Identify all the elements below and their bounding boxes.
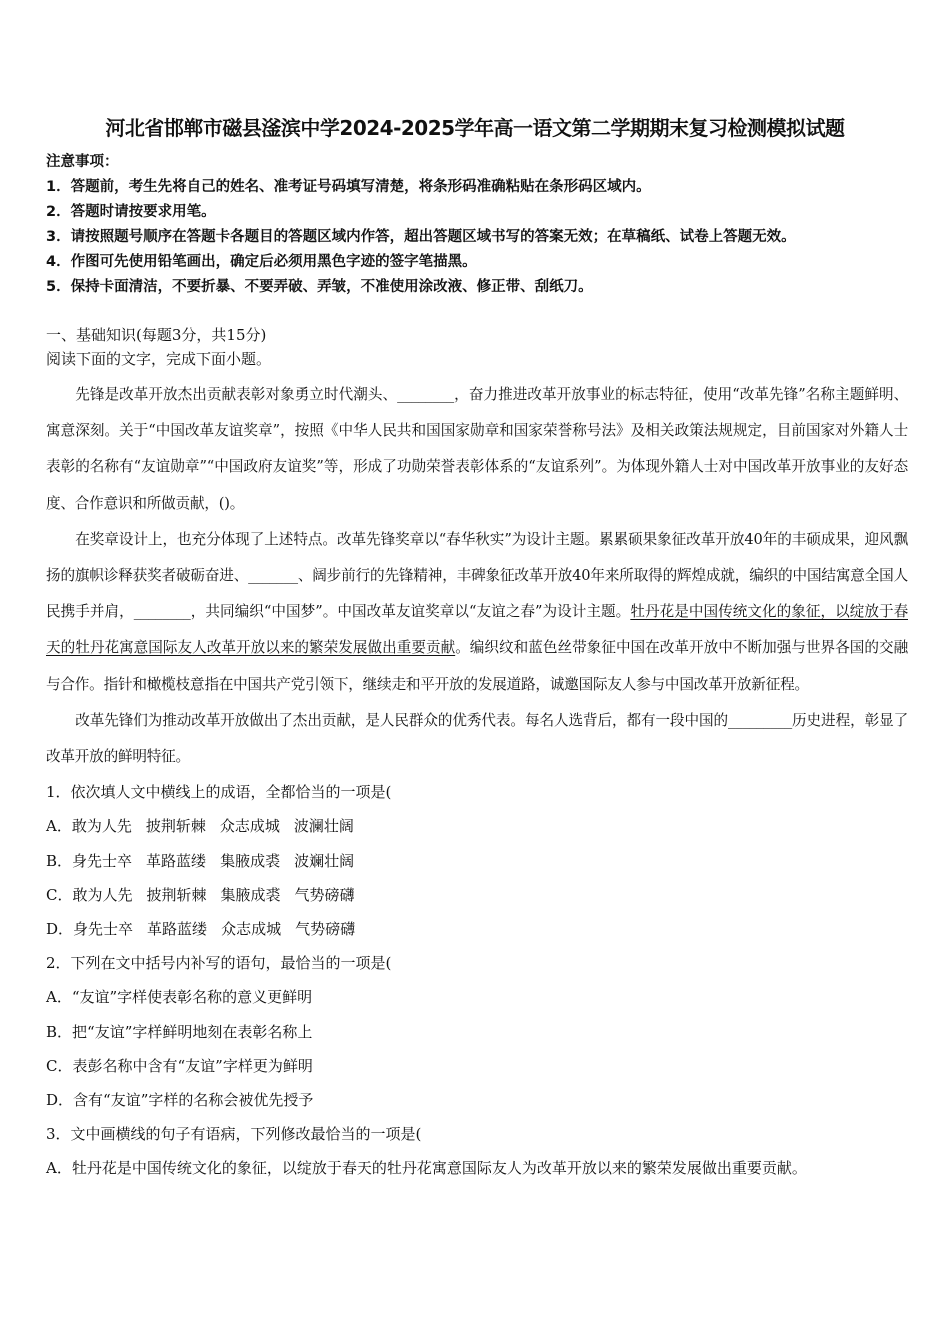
option-label: A．	[46, 1159, 72, 1178]
option-b	[46, 1015, 908, 1049]
option-text: 革路蓝缕	[146, 851, 207, 870]
section-body	[46, 324, 908, 1186]
paragraph-text: 在奖章设计上，也充分体现了上述特点。改革先锋奖章以“春华秋实”为设计主题。累累硕果象征改革开放40年的丰硕成果，迎风飘扬的旗帜诊释获奖者破砺奋进、_______、阔步前行的先锋精神，丰碑象征改革开放40年来所取得的辉煌成就，编织的中国结寓意全国人民携手并肩，________，共同编织“中国梦”。中国改革友谊奖章以“友谊之春”为设计主题。	[46, 530, 908, 621]
option-text: 众志成城	[219, 817, 280, 836]
option-text: 牡丹花是中国传统文化的象征，以绽放于春天的牡丹花寓意国际友人为改革开放以来的繁荣发展做出重要贡献。	[71, 1159, 807, 1178]
option-text: 披荆斩棘	[146, 885, 207, 904]
option-c	[46, 878, 908, 912]
option-text: 众志成城	[221, 920, 282, 939]
option-text: 革路蓝缕	[147, 920, 208, 939]
notice-item: 5．保持卡面清洁，不要折暴、不要弄破、弄皱，不准使用涂改液、修正带、刮纸刀。	[46, 279, 593, 295]
section-heading: 一、基础知识(每题3分，共15分)	[46, 326, 267, 344]
option-a	[46, 1151, 908, 1185]
option-a	[46, 809, 908, 843]
notice-item: 4．作图可先使用铅笔画出，确定后必须用黑色字迹的签字笔描黑。	[46, 254, 477, 270]
option-label: B．	[46, 851, 73, 870]
question-stem: 1．依次填人文中横线上的成语，全都恰当的一项是(	[46, 783, 392, 802]
exam-title: 河北省邯郸市磁县滏滨中学2024-2025学年高一语文第二学期期末复习检测模拟试题	[105, 116, 845, 140]
option-text: 敢为人先	[71, 817, 132, 836]
notice-item: 2．答题时请按要求用笔。	[46, 204, 216, 220]
option-text: 敢为人先	[72, 885, 133, 904]
option-text: 气势磅礴	[294, 885, 355, 904]
notice-item: 1．答题前，考生先将自己的姓名、准考证号码填写清楚，将条形码准确粘贴在条形码区域内。	[46, 179, 651, 195]
option-b	[46, 844, 908, 878]
question-1	[46, 775, 908, 946]
option-text: 把“友谊”字样鲜明地刻在表彰名称上	[72, 1022, 313, 1041]
option-text: 表彭名称中含有“友谊”字样更为鲜明	[72, 1056, 313, 1075]
notice-item: 3．请按照题号顺序在答题卡各题目的答题区域内作答，超出答题区域书写的答案无效；在草稿纸、试卷上答题无效。	[46, 229, 796, 245]
passage-paragraph-2	[46, 522, 908, 703]
option-a	[46, 980, 908, 1014]
question-3	[46, 1117, 908, 1185]
option-c	[46, 1049, 908, 1083]
question-stem: 2．下列在文中括号内补写的语句，最恰当的一项是(	[46, 954, 392, 973]
option-text: 波斓壮阔	[294, 851, 355, 870]
option-label: B．	[46, 1022, 73, 1041]
option-d	[46, 912, 908, 946]
paragraph-text: 。编织纹和蓝色丝带象征中国在改革开放中不断加强与世界各国的交融与合作。指针和橄榄枝意指在中国共产党引领下，继续走和平开放的发展道路，诚邀国际友人参与中国改革开放新征程。	[46, 639, 908, 693]
option-label: D．	[46, 1091, 74, 1110]
notice-heading: 注意事项：	[46, 154, 119, 170]
underlined-sentence: 牡丹花是中国传统文化的象征，以绽放于春天的牡丹花寓意国际友人改革开放以来的繁荣发展做出重要贡献	[46, 603, 908, 657]
question-stem: 3．文中画横线的句子有语病，下列修改最恰当的一项是(	[46, 1125, 422, 1144]
option-text: 身先士卒	[72, 851, 133, 870]
passage-paragraph-3: 改革先锋们为推动改革开放做出了杰出贡献，是人民群众的优秀代表。每名人选背后，都有一段中国的_________历史进程，彰显了改革开放的鲜明特征。	[46, 711, 908, 766]
option-label: C．	[46, 885, 73, 904]
option-label: A．	[46, 988, 72, 1007]
notice-block	[46, 150, 916, 300]
option-text: 集腋成裘	[220, 885, 281, 904]
option-label: A．	[46, 817, 72, 836]
option-text: 披荆斩棘	[145, 817, 206, 836]
option-text: 集腋成裘	[220, 851, 281, 870]
option-d	[46, 1083, 908, 1117]
reading-instruction: 阅读下面的文字，完成下面小题。	[46, 350, 272, 368]
option-text: 身先士卒	[73, 920, 134, 939]
option-text: “友谊”字样使表彰名称的意义更鲜明	[71, 988, 313, 1007]
option-label: D．	[46, 920, 74, 939]
question-2	[46, 946, 908, 1117]
option-text: 波澜壮阔	[293, 817, 354, 836]
option-text: 气势磅礴	[295, 920, 356, 939]
passage-paragraph-1: 先锋是改革开放杰出贡献表彰对象勇立时代潮头、________，奋力推进改革开放事业的标志特征，使用“改革先锋”名称主题鲜明、寓意深刻。关于“中国改革友谊奖章”，按照《中华人民共和国国家勋章和国家荣誉称号法》及相关政策法规规定，目前国家对外籍人士表彰的名称有“友谊勋章”“中国政府友谊奖”等，形成了功勋荣誉表彰体系的“友谊系列”。为体现外籍人士对中国改革开放事业的友好态度、合作意识和所做贡献，()。	[46, 386, 908, 512]
option-text: 含有“友谊”字样的名称会被优先授予	[73, 1091, 314, 1110]
option-label: C．	[46, 1056, 73, 1075]
